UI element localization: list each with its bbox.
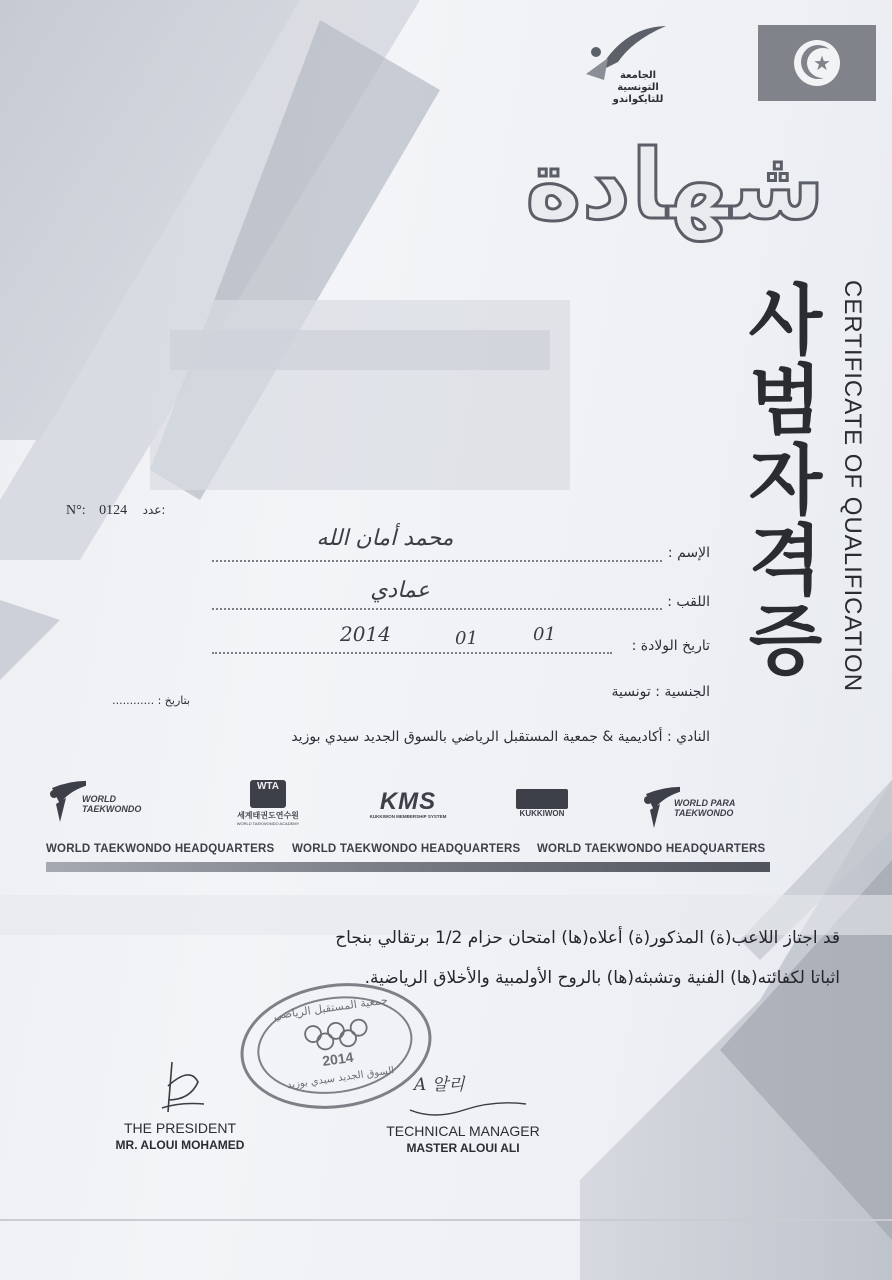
name-label: الإسم : [667, 545, 710, 561]
nationality-row [470, 684, 710, 700]
number-label-en: N°: [66, 503, 86, 518]
para-taekwondo-logo [640, 784, 780, 830]
federation-name: الجامعة التونسية للتايكواندو [612, 70, 664, 105]
kms-label: KMS [379, 788, 437, 815]
nationality-label: الجنسية : [655, 684, 710, 700]
date-dots: ............ [112, 694, 155, 707]
kukkiwon-icon [516, 789, 568, 809]
birth-day: 01 [533, 624, 556, 645]
hq-text-3: WORLD TAEKWONDO HEADQUARTERS [537, 843, 766, 855]
president-name: MR. ALOUI MOHAMED [115, 1138, 245, 1152]
world-taekwondo-logo [46, 778, 156, 826]
birth-label: تاريخ الولادة : [631, 638, 710, 654]
hq-text-1: WORLD TAEKWONDO HEADQUARTERS [46, 843, 275, 855]
korean-title: 사범자격증 [735, 280, 824, 680]
surname-value: عمادي [370, 578, 430, 603]
para-label: WORLD PARA TAEKWONDO [674, 798, 735, 818]
wta-english: WORLD TAEKWONDO ACADEMY [236, 821, 300, 826]
body-line-1: قد اجتاز اللاعب(ة) المذكور(ة) أعلاه(ها) امتحان حزام 1/2 برتقالي بنجاح [335, 928, 840, 948]
technical-signature-stroke [404, 1080, 534, 1120]
name-value: محمد أمان الله [316, 526, 454, 551]
wt-label: WORLD TAEKWONDO [82, 794, 142, 814]
birth-year: 2014 [340, 622, 391, 646]
club-label: النادي : [666, 729, 710, 745]
certificate-number [66, 503, 165, 519]
nationality-value: تونسية [611, 684, 651, 700]
certificate-title: شهادة [525, 129, 825, 241]
federation-logo [578, 22, 678, 112]
number-label-ar: عدد: [142, 503, 166, 517]
star-icon: ★ [813, 51, 831, 75]
wta-logo [218, 780, 318, 828]
birth-dots [212, 652, 612, 654]
club-row [170, 729, 710, 745]
tunisia-flag [758, 25, 876, 101]
wta-korean: 세계태권도연수원 [237, 811, 299, 820]
surname-label: اللقب : [667, 594, 710, 610]
name-dots [212, 560, 662, 562]
hq-bar [46, 862, 770, 872]
kukkiwon-label: KUKKIWON [519, 809, 565, 818]
technical-signature: A 알리 [414, 1075, 465, 1095]
number-value: 0124 [99, 503, 128, 518]
kms-logo [368, 790, 448, 822]
wt-kicker-icon [46, 778, 86, 824]
technical-title: TECHNICAL MANAGER [386, 1123, 540, 1139]
stamp-year: 2014 [321, 1048, 355, 1069]
surname-dots [212, 608, 662, 610]
stamp-bottom-text: السوق الجديد سيدي بوزيد [286, 1065, 395, 1092]
date-label: بتاريخ : [157, 694, 190, 707]
kms-sub: KUKKIWON MEMBERSHIP SYSTEM [369, 814, 447, 819]
kukkiwon-logo [514, 789, 570, 823]
technical-name: MASTER ALOUI ALI [406, 1141, 520, 1155]
english-title: CERTIFICATE OF QUALIFICATION [839, 280, 866, 693]
president-title: THE PRESIDENT [123, 1120, 236, 1136]
president-signature [150, 1056, 220, 1120]
club-value: أكاديمية & جمعية المستقبل الرياضي بالسوق الجديد سيدي بوزيد [291, 729, 663, 745]
date-row [60, 694, 190, 707]
stamp-top-text: جمعية المستقبل الرياضي [272, 993, 389, 1023]
wta-badge: WTA [250, 780, 286, 808]
birth-month: 01 [455, 628, 478, 649]
body-line-2: اثباتا لكفائته(ها) الفنية وتشبثه(ها) بالروح الأولمبية والأخلاق الرياضية. [364, 968, 840, 988]
hq-text-2: WORLD TAEKWONDO HEADQUARTERS [292, 843, 521, 855]
